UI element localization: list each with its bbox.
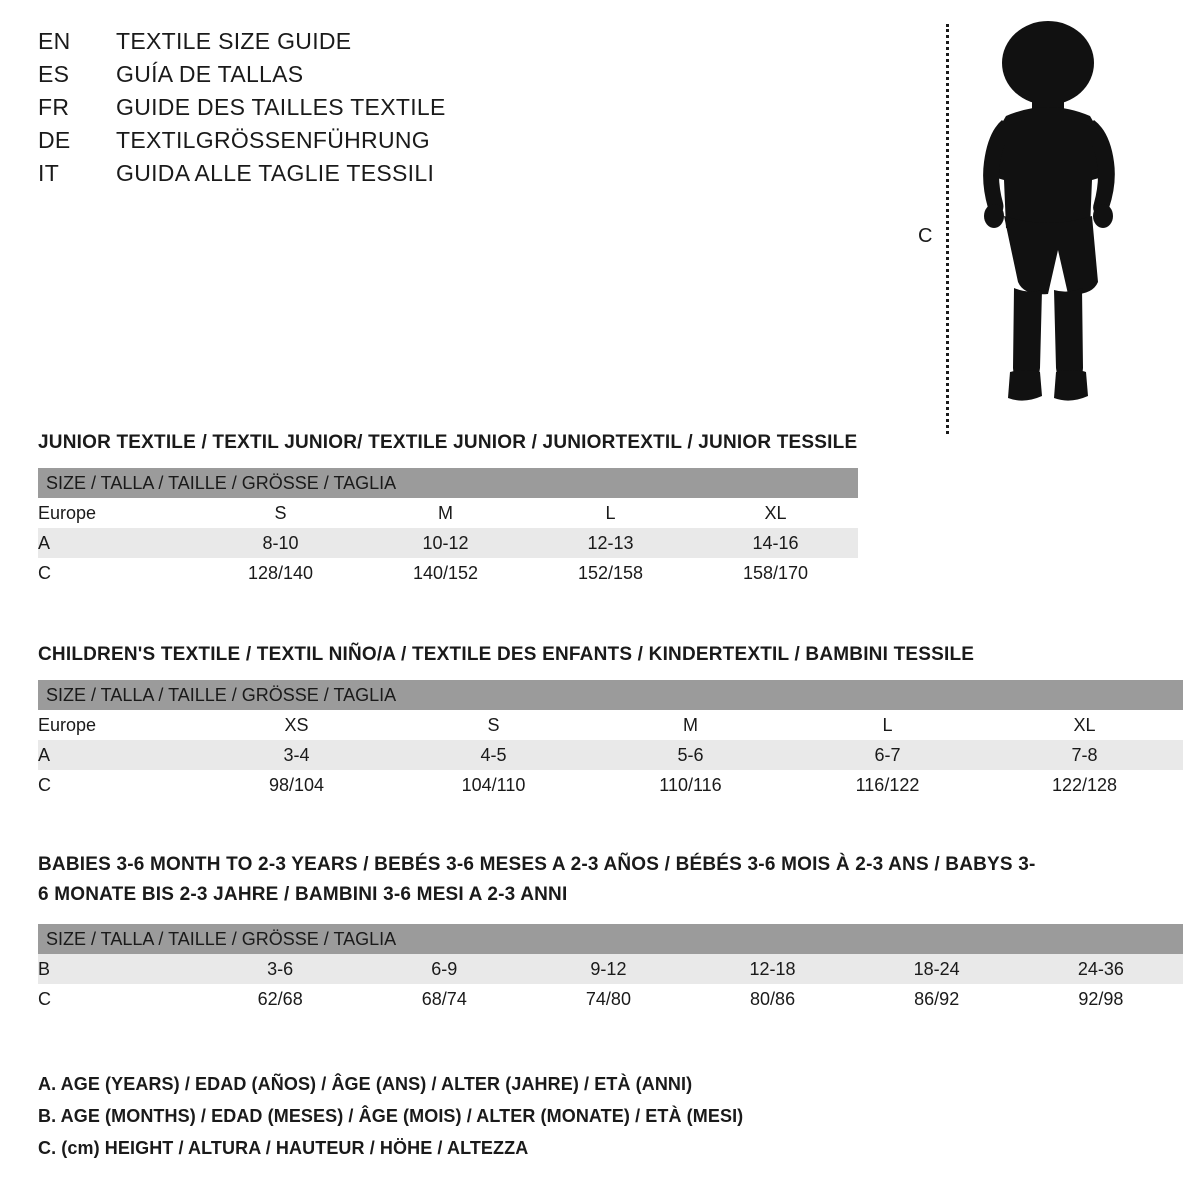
cell-value: L [528,498,693,528]
cell-value: 68/74 [362,984,526,1014]
cell-value: 12-18 [691,954,855,984]
cell-value: 122/128 [986,770,1183,800]
cell-value: 14-16 [693,528,858,558]
height-measure-figure [900,10,1180,430]
junior-size-table [38,468,858,588]
cell-value: 12-13 [528,528,693,558]
language-row-es [38,61,838,94]
table-header-label: SIZE / TALLA / TAILLE / GRÖSSE / TAGLIA [38,924,1183,954]
cell-value: 5-6 [592,740,789,770]
child-silhouette-icon [948,20,1148,430]
language-row-de [38,127,838,160]
section-babies-textile [38,850,1168,1014]
table-header-row [38,680,1183,710]
language-row-en [38,28,838,61]
cell-value: M [363,498,528,528]
table-header-row [38,468,858,498]
babies-size-table [38,924,1183,1014]
cell-value: 6-7 [789,740,986,770]
cell-value: 8-10 [198,528,363,558]
table-header-label: SIZE / TALLA / TAILLE / GRÖSSE / TAGLIA [38,680,1183,710]
legend-block [38,1068,1038,1164]
children-size-table [38,680,1183,800]
cell-value: 116/122 [789,770,986,800]
row-label: Europe [38,710,198,740]
language-code: ES [38,61,70,87]
cell-value: 3-6 [198,954,362,984]
section-title: BABIES 3-6 MONTH TO 2-3 YEARS / BEBÉS 3-6 MESES A 2-3 AÑOS / BÉBÉS 3-6 MOIS À 2-3 ANS / BABYS 3-6 MONATE BIS 2-3 JAHRE / BAMBINI 3-6 MESI A 2-3 ANNI [38,854,1036,905]
language-title: TEXTILGRÖSSENFÜHRUNG [116,127,430,153]
section-title: JUNIOR TEXTILE / TEXTIL JUNIOR/ TEXTILE JUNIOR / JUNIORTEXTIL / JUNIOR TESSILE [38,432,858,453]
language-title: TEXTILE SIZE GUIDE [116,28,352,54]
language-code: EN [38,28,71,54]
cell-value: 62/68 [198,984,362,1014]
table-row [38,558,858,588]
cell-value: 110/116 [592,770,789,800]
cell-value: S [198,498,363,528]
cell-value: M [592,710,789,740]
cell-value: 7-8 [986,740,1183,770]
table-header-label: SIZE / TALLA / TAILLE / GRÖSSE / TAGLIA [38,468,858,498]
table-row [38,984,1183,1014]
cell-value: 158/170 [693,558,858,588]
cell-value: L [789,710,986,740]
row-label: A [38,740,198,770]
cell-value: 140/152 [363,558,528,588]
cell-value: 6-9 [362,954,526,984]
language-code: FR [38,94,70,120]
cell-value: XL [693,498,858,528]
section-childrens-textile [38,640,1168,800]
row-label: A [38,528,198,558]
legend-line-b: B. AGE (MONTHS) / EDAD (MESES) / ÂGE (MOIS) / ALTER (MONATE) / ETÀ (MESI) [38,1106,744,1126]
row-label: B [38,954,198,984]
language-row-it [38,160,838,193]
legend-line-a: A. AGE (YEARS) / EDAD (AÑOS) / ÂGE (ANS) / ALTER (JAHRE) / ETÀ (ANNI) [38,1074,693,1094]
cell-value: 74/80 [526,984,690,1014]
table-row [38,740,1183,770]
measure-label-c: C [918,225,933,247]
cell-value: 86/92 [855,984,1019,1014]
section-title: CHILDREN'S TEXTILE / TEXTIL NIÑO/A / TEXTILE DES ENFANTS / KINDERTEXTIL / BAMBINI TESSILE [38,644,975,665]
table-header-row [38,924,1183,954]
cell-value: 18-24 [855,954,1019,984]
cell-value: XL [986,710,1183,740]
table-row [38,954,1183,984]
row-label: C [38,770,198,800]
cell-value: 92/98 [1019,984,1183,1014]
language-code: IT [38,160,60,186]
language-title: GUIDA ALLE TAGLIE TESSILI [116,160,435,186]
cell-value: 3-4 [198,740,395,770]
cell-value: 24-36 [1019,954,1183,984]
cell-value: S [395,710,592,740]
language-title: GUIDE DES TAILLES TEXTILE [116,94,446,120]
row-label: C [38,558,198,588]
cell-value: 104/110 [395,770,592,800]
table-row [38,770,1183,800]
language-code: DE [38,127,71,153]
language-row-fr [38,94,838,127]
language-title: GUÍA DE TALLAS [116,61,304,87]
cell-value: 128/140 [198,558,363,588]
language-title-block [38,28,838,193]
cell-value: 80/86 [691,984,855,1014]
cell-value: 4-5 [395,740,592,770]
cell-value: 10-12 [363,528,528,558]
table-row [38,710,1183,740]
cell-value: 152/158 [528,558,693,588]
cell-value: 98/104 [198,770,395,800]
table-row [38,528,858,558]
cell-value: 9-12 [526,954,690,984]
legend-line-c: C. (cm) HEIGHT / ALTURA / HAUTEUR / HÖHE / ALTEZZA [38,1138,529,1158]
section-junior-textile [38,428,1168,588]
row-label: Europe [38,498,198,528]
cell-value: XS [198,710,395,740]
table-row [38,498,858,528]
row-label: C [38,984,198,1014]
